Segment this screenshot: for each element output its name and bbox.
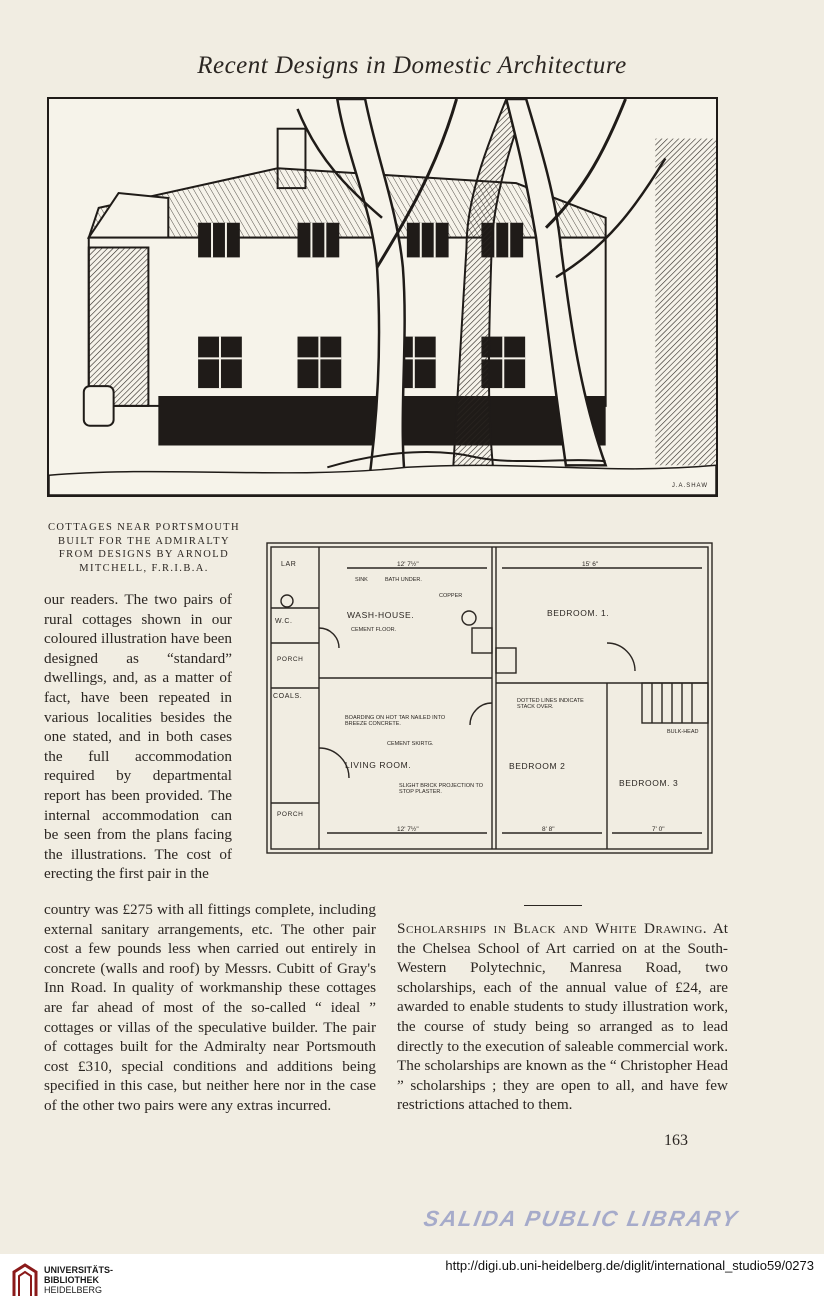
plan-dim-top-right: 15' 6" — [582, 561, 599, 568]
paragraph — [397, 919, 728, 1115]
plan-label-porch-front: PORCH — [277, 811, 304, 818]
plan-note-boarding: BOARDING ON HOT TAR NAILED INTO BREEZE CONCRETE. — [345, 715, 446, 727]
plan-note-dotted: DOTTED LINES INDICATE STACK OVER. — [517, 698, 584, 710]
plan-label-larder: LAR — [281, 561, 297, 568]
caption-line: MITCHELL, F.R.I.B.A. — [79, 562, 209, 574]
plan-dim-bottom-left: 12' 7½" — [397, 826, 419, 833]
cottage-illustration — [47, 97, 718, 497]
plan-note-sink: SINK — [355, 577, 368, 583]
paragraph-text: At the Chelsea School of Art carried on at the South-Western Polytechnic, Manresa Road, two scholarships, each of the annual value of £24, are awarded to enable students to study illustration work, the course of study being so arranged as to lead directly to the execution of saleable commercial work. The scholarships are known as the “ Christopher Head ” scholarships ; they are open to all, and have few restrictions attached to them. — [397, 920, 728, 1114]
caption-line: BUILT FOR THE ADMIRALTY — [58, 535, 230, 547]
plan-note-skirting: CEMENT SKIRTG. — [387, 741, 434, 747]
plan-label-bedroom-2: BEDROOM 2 — [509, 761, 566, 771]
running-head: Recent Designs in Domestic Architecture — [197, 52, 627, 79]
plan-note-cement-floor: CEMENT FLOOR. — [351, 627, 397, 633]
caption-line: COTTAGES NEAR PORTSMOUTH — [48, 522, 240, 533]
plan-dim-top-left: 12' 7½" — [397, 561, 419, 568]
plan-dim-bottom-mid: 8' 8" — [542, 826, 555, 833]
paragraph: our readers. The two pairs of rural cottages shown in our coloured illustration have been designed as “standard” dwellings, and, as a matter of fact, have been repeated in various localities besides the one stated, and in both cases the full accommodation required by departmental report has been provided. The internal accommodation can be seen from the plans facing the illustrations. The cost of erecting the first pair in the — [44, 591, 232, 883]
floor-plan-drawing — [247, 533, 725, 863]
article-right-column — [397, 919, 728, 1115]
floor-plan — [247, 533, 725, 863]
plan-label-bedroom-3: BEDROOM. 3 — [619, 778, 679, 788]
cottage-drawing — [49, 99, 716, 495]
section-heading: Scholarships in Black and White Drawing. — [397, 920, 708, 937]
plan-note-bulkhead: BULK-HEAD — [667, 729, 699, 735]
plan-note-copper: COPPER — [439, 593, 463, 599]
paragraph: country was £275 with all fittings complete, including external sanitary arrangements, etc. The other pair cost a few pounds less when carried out entirely in concrete (walls and roof) by Messrs. Cubitt of Gray's Inn Road. In quality of workmanship these cottages are far ahead of most of the so-called “ ideal ” cottages or villas of the speculative builder. The pair of cottages built for the Admiralty near Portsmouth cost £310, special conditions and additions being specified in this case, but neither here nor in the case of the other two pairs were any extras incurred. — [44, 901, 376, 1114]
plan-label-living-room: LIVING ROOM. — [345, 760, 412, 770]
artist-signature: J.A.SHAW — [671, 483, 708, 489]
plan-label-bedroom-1: BEDROOM. 1. — [547, 608, 610, 618]
page-number: 163 — [664, 1132, 688, 1149]
institution-line: HEIDELBERG — [44, 1285, 103, 1295]
institution-line: BIBLIOTHEK — [44, 1275, 99, 1285]
plan-label-wash-house: WASH-HOUSE. — [347, 610, 415, 620]
caption-line: FROM DESIGNS BY ARNOLD — [58, 549, 230, 560]
article-narrow-column — [44, 590, 232, 884]
source-url-link[interactable]: http://digi.ub.uni-heidelberg.de/diglit/international_studio59/0273 — [445, 1258, 814, 1273]
section-divider — [524, 905, 582, 906]
plan-label-porch-back: PORCH — [277, 656, 304, 663]
figure-caption — [44, 521, 244, 575]
library-stamp: SALIDA PUBLIC LIBRARY — [421, 1206, 741, 1231]
institution-line: UNIVERSITÄTS- — [44, 1265, 114, 1275]
article-left-column — [44, 900, 376, 1116]
institution-name — [44, 1265, 113, 1295]
plan-label-wc: W.C. — [275, 618, 293, 625]
plan-label-coals: COALS. — [273, 693, 303, 700]
plan-dim-bottom-right: 7' 0" — [652, 826, 665, 833]
plan-note-bath: BATH UNDER. — [385, 577, 422, 583]
plan-note-projection: SLIGHT BRICK PROJECTION TO STOP PLASTER. — [399, 783, 484, 795]
university-logo-icon — [10, 1262, 40, 1300]
